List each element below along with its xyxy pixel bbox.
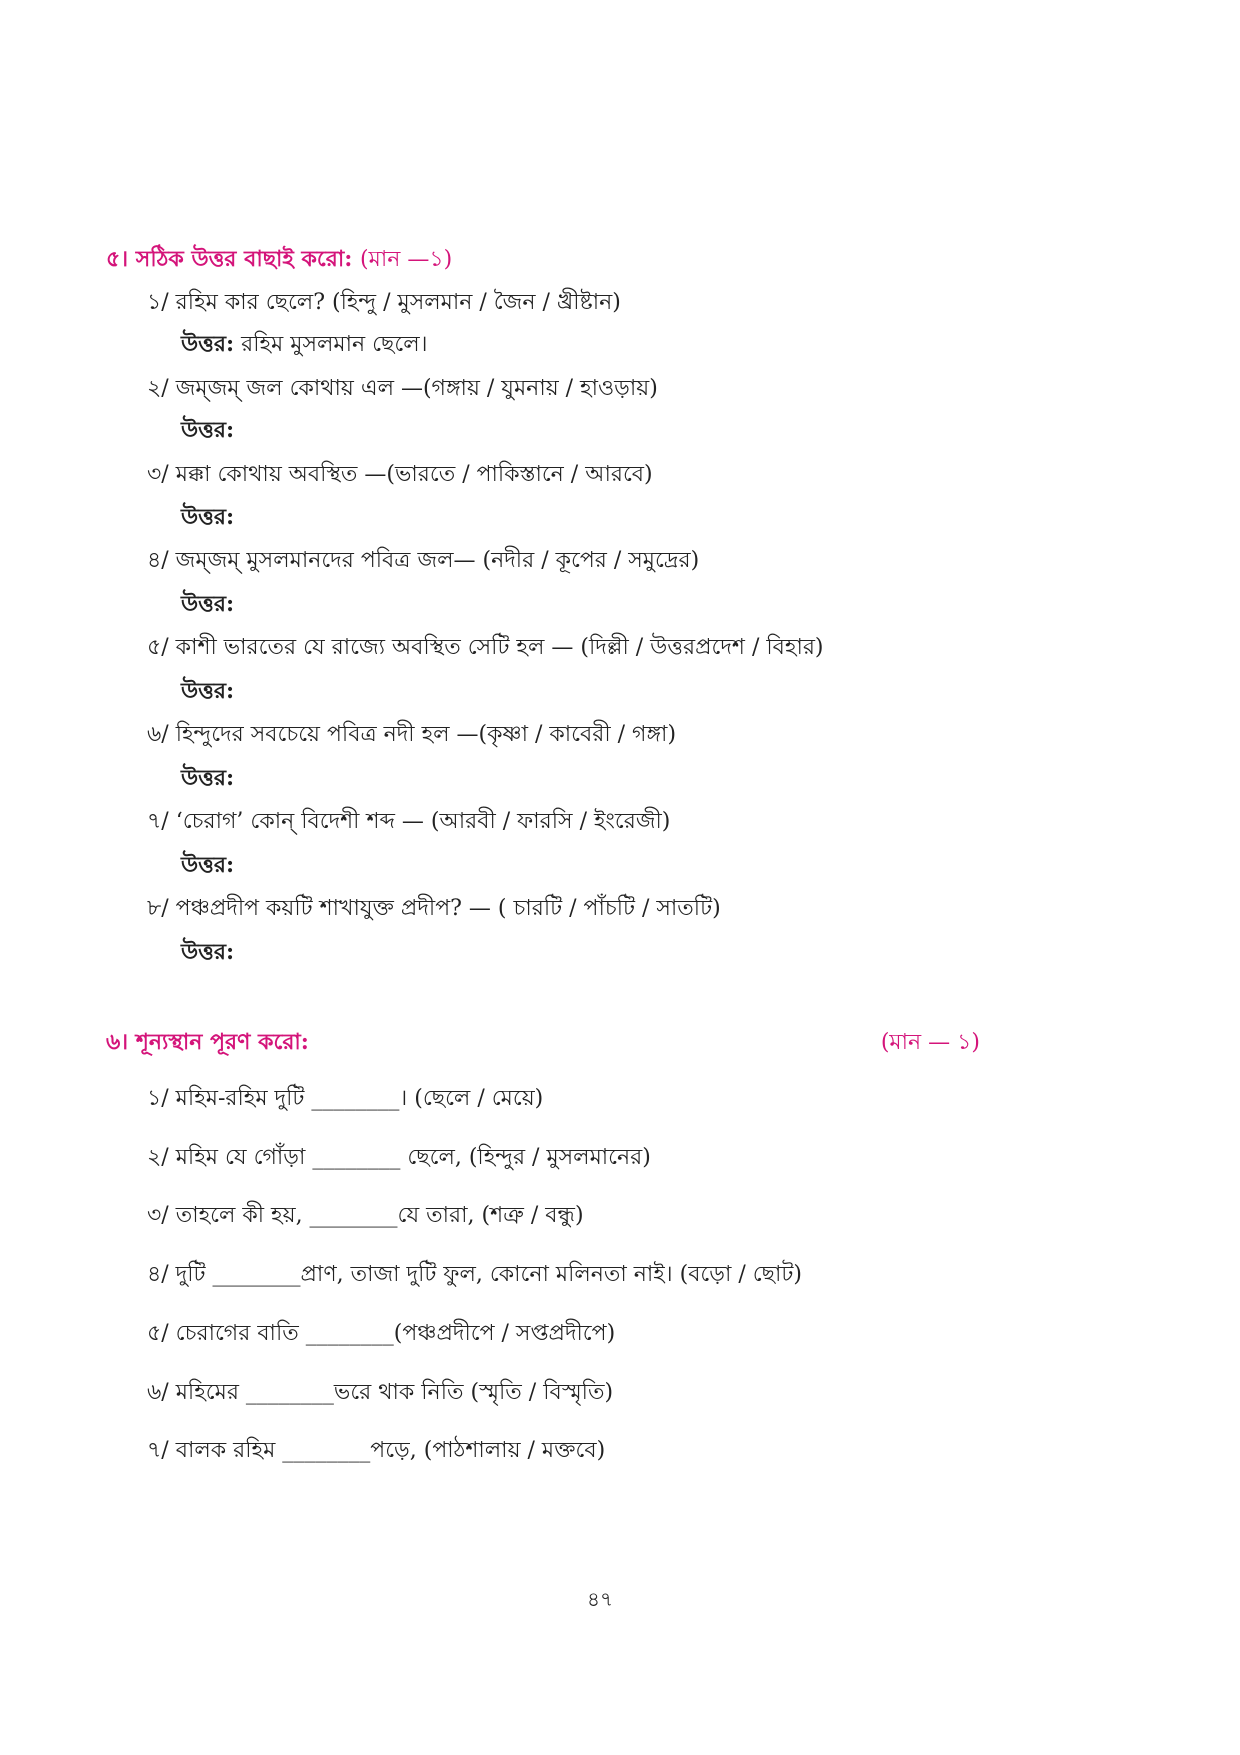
- section-5-heading: [106, 242, 452, 279]
- answer-label: উত্তর:: [181, 939, 235, 965]
- blank-item-2: ২/ মহিম যে গোঁড়া ________ ছেলে, (হিন্দুর / মুসলমানের): [147, 1145, 651, 1170]
- answer-label: উত্তর:: [181, 765, 235, 791]
- answer-2: [181, 413, 234, 450]
- answer-8: [181, 935, 234, 972]
- question-4: ৪/ জম্‌জম্ মুসলমানদের পবিত্র জল— (নদীর / কূপের / সমুদ্রের): [147, 548, 700, 573]
- page-number: ৪৭: [587, 1587, 613, 1611]
- question-6: ৬/ হিন্দুদের সবচেয়ে পবিত্র নদী হল —(কৃষ্ণা / কাবেরী / গঙ্গা): [147, 722, 677, 747]
- section-5-title: ৫। সঠিক উত্তর বাছাই করো:: [106, 246, 353, 272]
- answer-label: উত্তর:: [181, 331, 235, 357]
- answer-label: উত্তর:: [181, 591, 235, 617]
- blank-item-6: ৬/ মহিমের ________ভরে থাক নিতি (স্মৃতি / বিস্মৃতি): [147, 1380, 614, 1405]
- question-1: ১/ রহিম কার ছেলে? (হিন্দু / মুসলমান / জৈন / খ্রীষ্টান): [147, 290, 621, 315]
- answer-label: উত্তর:: [181, 504, 235, 530]
- section-6-marks: (মান — ১): [880, 1030, 980, 1055]
- answer-1: [181, 327, 427, 364]
- blank-item-7: ৭/ বালক রহিম ________পড়ে, (পাঠশালায় / মক্তবে): [147, 1438, 606, 1463]
- section-6-heading: ৬। শূন্যস্থান পূরণ করো:: [106, 1029, 309, 1055]
- answer-1-text: রহিম মুসলমান ছেলে।: [241, 332, 428, 357]
- answer-3: [181, 500, 234, 537]
- answer-5: [181, 674, 234, 711]
- question-7: ৭/ ‘চেরাগ’ কোন্ বিদেশী শব্দ — (আরবী / ফারসি / ইংরেজী): [147, 809, 671, 834]
- answer-label: উত্তর:: [181, 852, 235, 878]
- answer-7: [181, 848, 234, 885]
- answer-label: উত্তর:: [181, 678, 235, 704]
- blank-item-4: ৪/ দুটি ________প্রাণ, তাজা দুটি ফুল, কোনো মলিনতা নাই। (বড়ো / ছোট): [147, 1262, 802, 1287]
- blank-item-3: ৩/ তাহলে কী হয়, ________যে তারা, (শত্রু / বন্ধু): [147, 1203, 584, 1228]
- question-5: ৫/ কাশী ভারতের যে রাজ্যে অবস্থিত সেটি হল — (দিল্লী / উত্তরপ্রদেশ / বিহার): [147, 635, 824, 660]
- blank-item-5: ৫/ চেরাগের বাতি ________(পঞ্চপ্রদীপে / সপ্তপ্রদীপে): [147, 1321, 616, 1346]
- answer-4: [181, 587, 234, 624]
- answer-label: উত্তর:: [181, 417, 235, 443]
- question-8: ৮/ পঞ্চপ্রদীপ কয়টি শাখাযুক্ত প্রদীপ? — ( চারটি / পাঁচটি / সাতটি): [147, 896, 721, 921]
- answer-6: [181, 761, 234, 798]
- question-3: ৩/ মক্কা কোথায় অবস্থিত —(ভারতে / পাকিস্তানে / আরবে): [147, 462, 653, 487]
- section-5-marks: (মান —১): [360, 247, 453, 272]
- blank-item-1: ১/ মহিম-রহিম দুটি ________। (ছেলে / মেয়ে): [147, 1086, 544, 1111]
- question-2: ২/ জম্‌জম্ জল কোথায় এল —(গঙ্গায় / যুমনায় / হাওড়ায়): [147, 376, 658, 401]
